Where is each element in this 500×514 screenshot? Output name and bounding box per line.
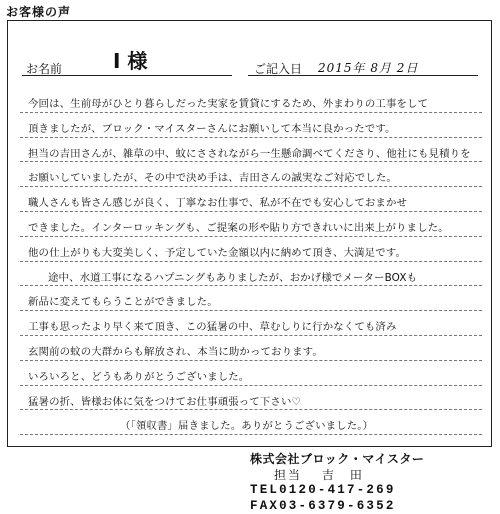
comment-line: 担当の吉田さんが、雑草の中、蚊にさされながら一生懸命調べてくださり、他社にも見積りを — [20, 138, 482, 163]
comment-line: 工事も思ったより早く来て頂き、この猛暑の中、草むしりに行かなくても済み — [20, 311, 482, 336]
comment-line: 今回は、生前母がひとり暮らしだった実家を賃貸にするため、外まわりの工事をして — [20, 88, 482, 113]
date-underline — [248, 75, 478, 76]
fax-number: FAX03-6379-6352 — [250, 499, 490, 514]
section-title: お客様の声 — [6, 3, 71, 20]
customer-name: I 様 — [113, 45, 147, 74]
comment-line: 玄関前の蚊の大群からも解放され、本当に助かっております。 — [20, 336, 482, 361]
comment-line: 途中、水道工事になるハプニングもありましたが、おかげ様でメーターBOXも — [20, 262, 482, 287]
comment-line: 職人さんも皆さん感じが良く、丁寧なお仕事で、私が不在でも安心しておまかせ — [20, 187, 482, 212]
company-info — [250, 452, 490, 514]
comment-line: お願いしていましたが、その中で決め手は、吉田さんの誠実なご対応でした。 — [20, 162, 482, 187]
comment-line: 頂きましたが、ブロック・マイスターさんにお願いして本当に良かったです。 — [20, 113, 482, 138]
handwritten-comment — [20, 88, 482, 435]
date-label: ご記入日 — [254, 60, 302, 77]
staff-name: 担当 吉 田 — [250, 468, 490, 484]
name-label: お名前 — [26, 60, 62, 77]
comment-line: できました。インターロッキングも、ご提案の形や貼り方できれいに出来上がりました。 — [20, 212, 482, 237]
comment-line: いろいろと、どうもありがとうございました。 — [20, 361, 482, 386]
comment-line: 他の仕上がりも大変美しく、予定していた金額以内に納めて頂き、大満足です。 — [20, 237, 482, 262]
company-name: 株式会社ブロック・マイスター — [250, 452, 490, 468]
entry-date: 2015年 8月 2日 — [318, 59, 418, 76]
comment-line: 猛暑の折、皆様お体に気をつけてお仕事頑張って下さい♡ — [20, 386, 482, 411]
phone-number: TEL0120-417-269 — [250, 483, 490, 499]
name-underline — [22, 75, 232, 76]
comment-line: （「領収書」届きました。ありがとうございました。） — [20, 410, 482, 435]
comment-line: 新品に変えてもらうことができました。 — [20, 286, 482, 311]
